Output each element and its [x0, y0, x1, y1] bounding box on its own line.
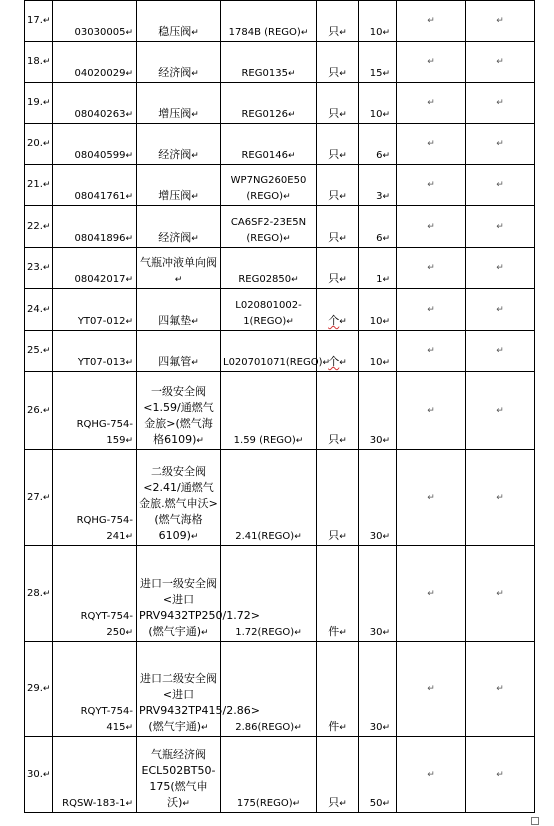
row-number: 29.↵ — [25, 642, 53, 737]
part-model: REG0135↵ — [221, 42, 317, 83]
part-code: RQHG-754-241↵ — [53, 450, 137, 546]
part-qty: 10↵ — [359, 331, 397, 372]
part-code: YT07-013↵ — [53, 331, 137, 372]
part-code: 08041761↵ — [53, 165, 137, 206]
empty-cell: ↵ — [466, 206, 535, 248]
table-row — [25, 1, 535, 42]
part-name: 经济阀↵ — [137, 206, 221, 248]
empty-cell: ↵ — [466, 546, 535, 642]
empty-cell: ↵ — [466, 42, 535, 83]
part-name: 气瓶冲液单向阀↵ — [137, 248, 221, 289]
part-unit: 件↵ — [317, 642, 359, 737]
part-model: 1784B (REGO)↵ — [221, 1, 317, 42]
part-code: RQYT-754-415↵ — [53, 642, 137, 737]
part-code: 08041896↵ — [53, 206, 137, 248]
empty-cell: ↵ — [397, 546, 466, 642]
empty-cell: ↵ — [466, 83, 535, 124]
part-model: CA6SF2-23E5N (REGO)↵ — [221, 206, 317, 248]
part-qty: 15↵ — [359, 42, 397, 83]
part-unit: 件↵ — [317, 546, 359, 642]
part-model: REG0126↵ — [221, 83, 317, 124]
table-row — [25, 83, 535, 124]
part-model: 1.59 (REGO)↵ — [221, 372, 317, 450]
table-row — [25, 289, 535, 331]
empty-cell: ↵ — [466, 124, 535, 165]
row-number: 30.↵ — [25, 737, 53, 813]
part-name: 进口一级安全阀<进口PRV9432TP250/1.72>(燃气宇通)↵ — [137, 546, 221, 642]
row-number: 17.↵ — [25, 1, 53, 42]
table-row — [25, 450, 535, 546]
empty-cell: ↵ — [397, 737, 466, 813]
row-number: 28.↵ — [25, 546, 53, 642]
part-model: REG02850↵ — [221, 248, 317, 289]
empty-cell: ↵ — [397, 124, 466, 165]
part-unit: 个↵ — [317, 331, 359, 372]
part-name: 经济阀↵ — [137, 124, 221, 165]
part-name: 一级安全阀<1.59/通燃气金旅>(燃气海格6109)↵ — [137, 372, 221, 450]
part-unit: 只↵ — [317, 124, 359, 165]
table-row — [25, 331, 535, 372]
parts-table — [24, 0, 535, 813]
part-unit: 只↵ — [317, 1, 359, 42]
part-unit: 只↵ — [317, 42, 359, 83]
part-name: 增压阀↵ — [137, 165, 221, 206]
row-number: 20.↵ — [25, 124, 53, 165]
empty-cell: ↵ — [466, 331, 535, 372]
empty-cell: ↵ — [397, 165, 466, 206]
part-unit: 只↵ — [317, 165, 359, 206]
table-row — [25, 165, 535, 206]
empty-cell: ↵ — [466, 248, 535, 289]
row-number: 18.↵ — [25, 42, 53, 83]
part-code: 08040263↵ — [53, 83, 137, 124]
table-row — [25, 206, 535, 248]
row-number: 24.↵ — [25, 289, 53, 331]
part-unit: 只↵ — [317, 737, 359, 813]
part-model: L020801002-1(REGO)↵ — [221, 289, 317, 331]
empty-cell: ↵ — [466, 289, 535, 331]
part-code: RQYT-754-250↵ — [53, 546, 137, 642]
part-code: 03030005↵ — [53, 1, 137, 42]
part-qty: 6↵ — [359, 124, 397, 165]
part-qty: 30↵ — [359, 642, 397, 737]
row-number: 21.↵ — [25, 165, 53, 206]
part-code: 08042017↵ — [53, 248, 137, 289]
empty-cell: ↵ — [397, 331, 466, 372]
part-unit: 只↵ — [317, 372, 359, 450]
part-code: 08040599↵ — [53, 124, 137, 165]
empty-cell: ↵ — [397, 450, 466, 546]
part-model: L020701071(REGO)↵ — [221, 331, 317, 372]
empty-cell: ↵ — [397, 42, 466, 83]
part-qty: 6↵ — [359, 206, 397, 248]
empty-cell: ↵ — [397, 248, 466, 289]
part-name: 二级安全阀<2.41/通燃气金旅.燃气申沃>(燃气海格6109)↵ — [137, 450, 221, 546]
part-code: YT07-012↵ — [53, 289, 137, 331]
table-resize-handle[interactable] — [531, 817, 539, 825]
row-number: 23.↵ — [25, 248, 53, 289]
part-model: WP7NG260E50 (REGO)↵ — [221, 165, 317, 206]
part-unit: 只↵ — [317, 248, 359, 289]
part-model: 2.41(REGO)↵ — [221, 450, 317, 546]
part-model: REG0146↵ — [221, 124, 317, 165]
table-row — [25, 248, 535, 289]
table-row — [25, 372, 535, 450]
row-number: 26.↵ — [25, 372, 53, 450]
empty-cell: ↵ — [397, 642, 466, 737]
row-number: 25.↵ — [25, 331, 53, 372]
row-number: 19.↵ — [25, 83, 53, 124]
part-model: 175(REGO)↵ — [221, 737, 317, 813]
table-row — [25, 546, 535, 642]
part-unit: 只↵ — [317, 83, 359, 124]
part-qty: 30↵ — [359, 546, 397, 642]
part-model: 1.72(REGO)↵ — [221, 546, 317, 642]
part-qty: 50↵ — [359, 737, 397, 813]
part-name: 稳压阀↵ — [137, 1, 221, 42]
part-qty: 1↵ — [359, 248, 397, 289]
part-name: 增压阀↵ — [137, 83, 221, 124]
empty-cell: ↵ — [397, 372, 466, 450]
part-qty: 10↵ — [359, 289, 397, 331]
part-code: 04020029↵ — [53, 42, 137, 83]
table-row — [25, 642, 535, 737]
part-name: 经济阀↵ — [137, 42, 221, 83]
part-qty: 30↵ — [359, 450, 397, 546]
empty-cell: ↵ — [397, 1, 466, 42]
part-unit: 只↵ — [317, 450, 359, 546]
empty-cell: ↵ — [466, 450, 535, 546]
part-qty: 3↵ — [359, 165, 397, 206]
part-code: RQSW-183-1↵ — [53, 737, 137, 813]
empty-cell: ↵ — [466, 737, 535, 813]
empty-cell: ↵ — [466, 642, 535, 737]
part-name: 四氟垫↵ — [137, 289, 221, 331]
part-qty: 10↵ — [359, 83, 397, 124]
row-number: 27.↵ — [25, 450, 53, 546]
part-qty: 10↵ — [359, 1, 397, 42]
part-qty: 30↵ — [359, 372, 397, 450]
row-number: 22.↵ — [25, 206, 53, 248]
empty-cell: ↵ — [466, 165, 535, 206]
empty-cell: ↵ — [466, 372, 535, 450]
part-model: 2.86(REGO)↵ — [221, 642, 317, 737]
empty-cell: ↵ — [466, 1, 535, 42]
table-row — [25, 124, 535, 165]
part-unit: 个↵ — [317, 289, 359, 331]
part-code: RQHG-754-159↵ — [53, 372, 137, 450]
empty-cell: ↵ — [397, 206, 466, 248]
empty-cell: ↵ — [397, 289, 466, 331]
table-row — [25, 737, 535, 813]
empty-cell: ↵ — [397, 83, 466, 124]
part-name: 气瓶经济阀ECL502BT50-175(燃气申沃)↵ — [137, 737, 221, 813]
parts-table-body — [25, 1, 535, 813]
part-name: 四氟管↵ — [137, 331, 221, 372]
part-unit: 只↵ — [317, 206, 359, 248]
part-name: 进口二级安全阀<进口PRV9432TP415/2.86>(燃气宇通)↵ — [137, 642, 221, 737]
table-row — [25, 42, 535, 83]
